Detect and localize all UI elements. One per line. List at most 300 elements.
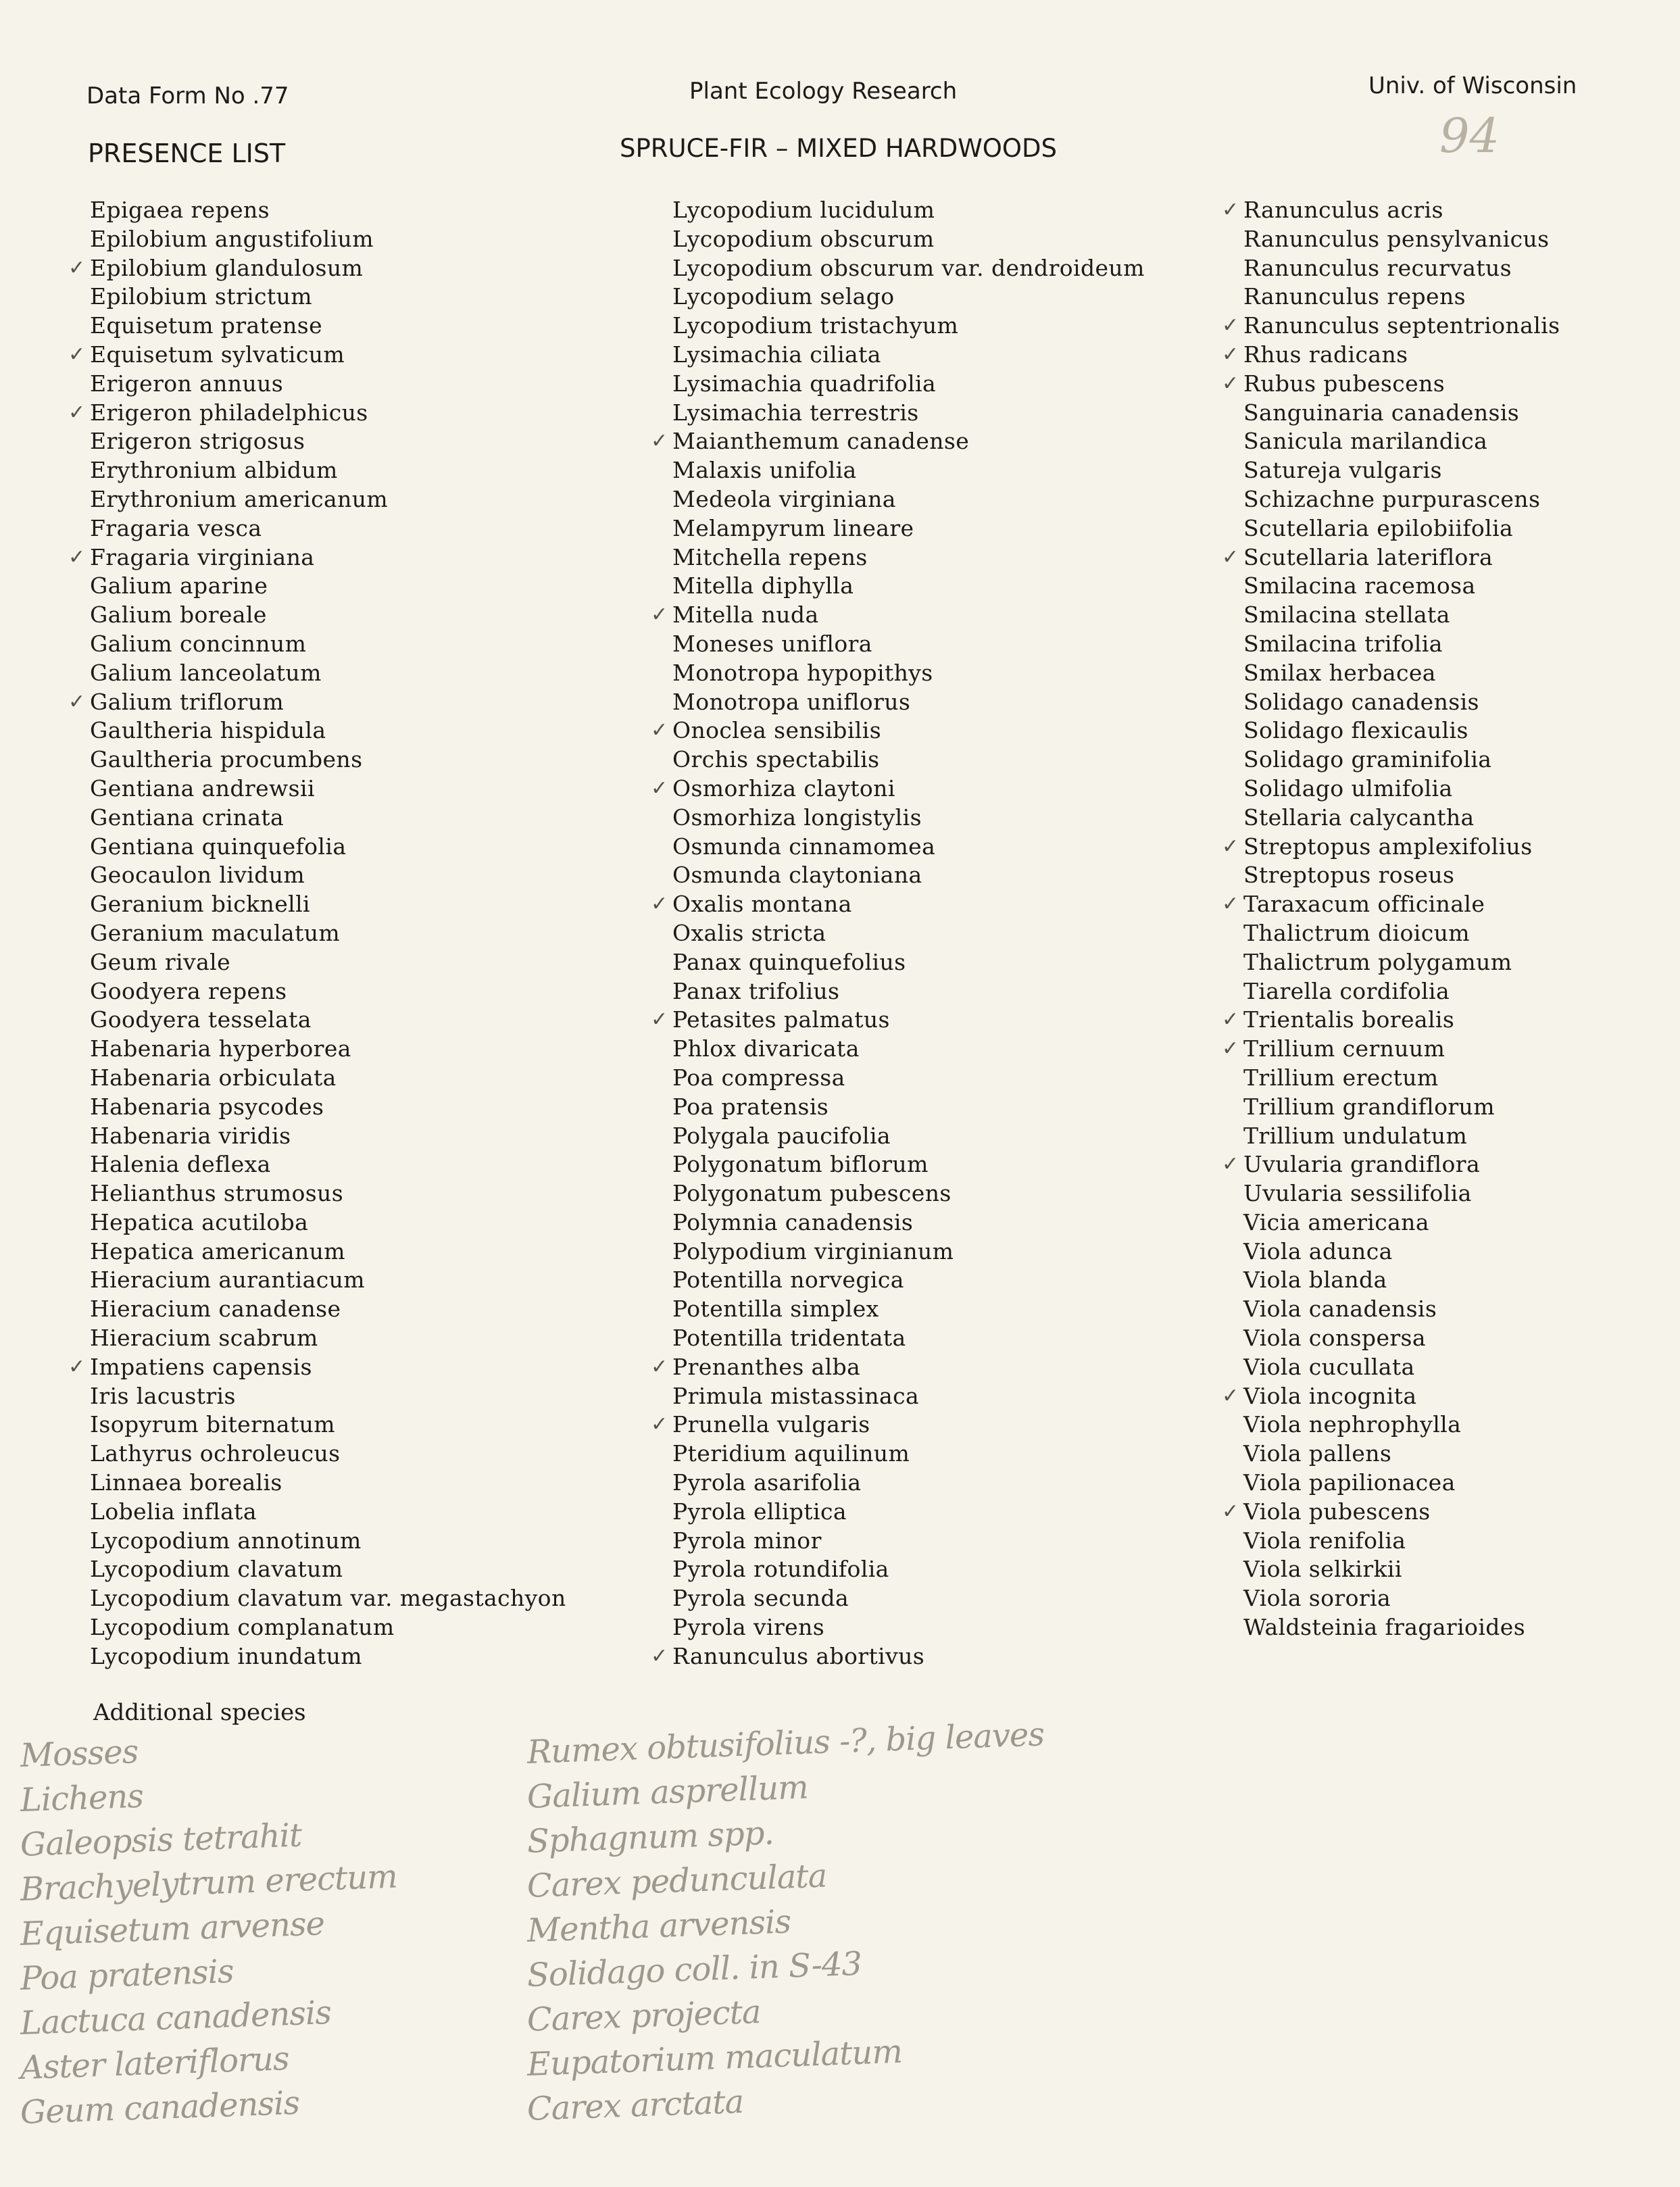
species-name: Panax quinquefolius xyxy=(672,948,906,975)
species-name: Epilobium angustifolium xyxy=(90,225,374,252)
species-name: Oxalis stricta xyxy=(672,919,826,946)
species-name: Lysimachia quadrifolia xyxy=(672,370,937,397)
species-name: Scutellaria epilobiifolia xyxy=(1243,514,1514,541)
species-name: Lycopodium clavatum xyxy=(90,1556,343,1583)
species-name: Polypodium virginianum xyxy=(672,1237,954,1264)
species-row xyxy=(672,919,1145,948)
species-row xyxy=(1243,399,1560,428)
species-name: Pteridium aquilinum xyxy=(672,1440,910,1467)
species-row xyxy=(672,1324,1145,1353)
species-row xyxy=(90,1064,566,1093)
species-name: Habenaria viridis xyxy=(90,1122,291,1149)
species-row xyxy=(1243,977,1560,1006)
species-name: Sanicula marilandica xyxy=(1243,428,1488,455)
species-name: Tiarella cordifolia xyxy=(1243,977,1450,1004)
species-row xyxy=(651,1410,1145,1440)
checkmark-icon: ✓ xyxy=(1222,1499,1239,1523)
species-name: Epilobium glandulosum xyxy=(90,254,364,281)
document-title: Plant Ecology Research xyxy=(689,78,958,105)
species-row xyxy=(672,370,1145,399)
checkmark-icon: ✓ xyxy=(68,689,86,714)
species-name: Lycopodium lucidulum xyxy=(672,197,935,223)
checkmark-icon: ✓ xyxy=(651,429,668,453)
species-row xyxy=(672,745,1145,775)
species-name: Smilacina stellata xyxy=(1243,601,1450,629)
species-name: Pyrola minor xyxy=(672,1527,822,1554)
species-row xyxy=(90,485,566,514)
species-row xyxy=(672,1122,1145,1151)
species-name: Schizachne purpurascens xyxy=(1243,485,1541,512)
species-name: Uvularia grandiflora xyxy=(1243,1151,1481,1178)
species-name: Equisetum pratense xyxy=(90,312,323,339)
species-name: Gaultheria procumbens xyxy=(90,746,363,773)
species-name: Malaxis unifolia xyxy=(672,457,857,484)
species-row xyxy=(1222,1006,1560,1035)
species-row xyxy=(1243,1324,1560,1353)
species-row xyxy=(90,804,566,833)
species-row xyxy=(90,977,566,1006)
species-row xyxy=(1243,1440,1560,1469)
species-row xyxy=(672,1498,1145,1527)
species-row xyxy=(68,399,566,428)
handwritten-species: Geum canadensis xyxy=(20,2084,300,2132)
species-name: Isopyrum biternatum xyxy=(90,1411,335,1438)
species-row xyxy=(1222,196,1560,225)
species-name: Pyrola rotundifolia xyxy=(672,1556,889,1583)
species-row xyxy=(90,225,566,254)
species-name: Smilacina racemosa xyxy=(1243,572,1476,599)
species-row xyxy=(1243,514,1560,543)
species-name: Trientalis borealis xyxy=(1243,1006,1455,1033)
species-name: Galium concinnum xyxy=(90,630,307,657)
species-name: Rubus pubescens xyxy=(1243,370,1446,397)
list-title: PRESENCE LIST xyxy=(88,139,286,168)
species-name: Geocaulon lividum xyxy=(90,862,305,889)
handwritten-species: Mosses xyxy=(20,1732,139,1775)
species-name: Galium aparine xyxy=(90,572,268,599)
species-row xyxy=(1222,1150,1560,1179)
species-name: Phlox divaricata xyxy=(672,1035,860,1062)
species-name: Trillium undulatum xyxy=(1243,1122,1468,1149)
species-row xyxy=(1222,1382,1560,1411)
species-row xyxy=(90,630,566,659)
species-row xyxy=(1222,1498,1560,1527)
species-row xyxy=(90,1035,566,1064)
species-name: Gentiana quinquefolia xyxy=(90,833,347,860)
species-row xyxy=(90,659,566,688)
species-name: Viola conspersa xyxy=(1243,1325,1426,1352)
species-column-3 xyxy=(1222,196,1560,1642)
species-row xyxy=(90,282,566,312)
checkmark-icon: ✓ xyxy=(1222,314,1239,338)
species-name: Viola pubescens xyxy=(1243,1498,1431,1525)
species-name: Habenaria orbiculata xyxy=(90,1064,337,1091)
species-row xyxy=(90,745,566,775)
species-name: Taraxacum officinale xyxy=(1243,891,1485,918)
species-row xyxy=(672,312,1145,341)
species-row xyxy=(672,804,1145,833)
species-row xyxy=(90,775,566,804)
handwritten-species: Poa pratensis xyxy=(20,1952,234,1998)
species-row xyxy=(90,1469,566,1498)
species-name: Viola incognita xyxy=(1243,1382,1417,1409)
checkmark-icon: ✓ xyxy=(651,892,668,916)
species-row xyxy=(1243,1410,1560,1440)
species-name: Polymnia canadensis xyxy=(672,1208,914,1235)
species-row xyxy=(672,1093,1145,1122)
species-name: Lycopodium inundatum xyxy=(90,1642,362,1669)
species-row xyxy=(672,1237,1145,1267)
species-name: Galium lanceolatum xyxy=(90,659,322,686)
form-number: Data Form No .77 xyxy=(87,82,289,109)
species-name: Lycopodium clavatum var. megastachyon xyxy=(90,1585,566,1612)
species-row xyxy=(90,1150,566,1179)
species-row xyxy=(1243,861,1560,890)
checkmark-icon: ✓ xyxy=(651,1354,668,1379)
species-row xyxy=(1243,254,1560,283)
species-row xyxy=(90,601,566,630)
species-name: Melampyrum lineare xyxy=(672,514,914,541)
species-row xyxy=(90,1382,566,1411)
handwritten-species: Galeopsis tetrahit xyxy=(20,1816,303,1864)
species-name: Viola nephrophylla xyxy=(1243,1411,1462,1438)
species-name: Erigeron annuus xyxy=(90,370,284,397)
handwritten-species: Solidago coll. in S-43 xyxy=(526,1944,862,1994)
species-row xyxy=(1222,312,1560,341)
species-name: Geranium maculatum xyxy=(90,919,341,946)
species-row xyxy=(90,1527,566,1556)
species-row xyxy=(1222,833,1560,862)
species-row xyxy=(672,1613,1145,1642)
species-row xyxy=(68,341,566,370)
species-name: Smilax herbacea xyxy=(1243,659,1436,686)
species-name: Hieracium aurantiacum xyxy=(90,1267,365,1294)
species-name: Smilacina trifolia xyxy=(1243,630,1443,657)
checkmark-icon: ✓ xyxy=(651,718,668,743)
species-name: Viola renifolia xyxy=(1243,1527,1406,1554)
species-row xyxy=(1243,601,1560,630)
checkmark-icon: ✓ xyxy=(1222,892,1239,916)
species-name: Hieracium scabrum xyxy=(90,1325,318,1352)
species-row xyxy=(90,948,566,977)
species-row xyxy=(1243,1208,1560,1237)
species-name: Epilobium strictum xyxy=(90,283,312,310)
species-name: Rhus radicans xyxy=(1243,341,1408,368)
species-name: Moneses uniflora xyxy=(672,630,872,657)
species-row xyxy=(651,1006,1145,1035)
species-row xyxy=(672,456,1145,485)
checkmark-icon: ✓ xyxy=(1222,198,1239,222)
species-row xyxy=(672,399,1145,428)
forest-type-subtitle: SPRUCE-FIR – MIXED HARDWOODS xyxy=(620,134,1058,163)
species-name: Habenaria psycodes xyxy=(90,1093,324,1120)
species-name: Ranunculus pensylvanicus xyxy=(1243,225,1550,252)
species-row xyxy=(1243,1237,1560,1267)
handwritten-species: Rumex obtusifolius -?, big leaves xyxy=(526,1715,1045,1771)
checkmark-icon: ✓ xyxy=(651,1412,668,1437)
species-name: Ranunculus repens xyxy=(1243,283,1466,310)
species-row xyxy=(672,688,1145,717)
species-name: Gaultheria hispidula xyxy=(90,717,326,744)
species-row xyxy=(672,254,1145,283)
species-name: Maianthemum canadense xyxy=(672,428,970,455)
checkmark-icon: ✓ xyxy=(1222,342,1239,366)
species-row xyxy=(672,833,1145,862)
species-row xyxy=(90,427,566,456)
checkmark-icon: ✓ xyxy=(1222,1383,1239,1408)
species-name: Potentilla simplex xyxy=(672,1296,879,1323)
species-row xyxy=(651,1642,1145,1671)
species-row xyxy=(1243,1584,1560,1613)
species-row xyxy=(672,659,1145,688)
species-name: Pyrola elliptica xyxy=(672,1498,847,1525)
checkmark-icon: ✓ xyxy=(68,400,86,424)
species-row xyxy=(90,919,566,948)
species-name: Erigeron strigosus xyxy=(90,428,305,455)
species-name: Poa compressa xyxy=(672,1064,845,1091)
species-row xyxy=(672,225,1145,254)
species-name: Pyrola virens xyxy=(672,1614,825,1641)
handwritten-species: Lactuca canadensis xyxy=(20,1993,332,2042)
species-name: Fragaria vesca xyxy=(90,514,262,541)
species-name: Monotropa uniflorus xyxy=(672,688,911,715)
species-row xyxy=(1243,948,1560,977)
species-row xyxy=(90,196,566,225)
species-name: Lycopodium tristachyum xyxy=(672,312,959,339)
species-name: Lycopodium obscurum xyxy=(672,225,935,252)
species-name: Gentiana crinata xyxy=(90,804,285,831)
species-name: Osmunda cinnamomea xyxy=(672,833,936,860)
species-name: Lathyrus ochroleucus xyxy=(90,1440,341,1467)
species-row xyxy=(651,1353,1145,1382)
species-row xyxy=(68,543,566,572)
handwritten-species: Aster lateriflorus xyxy=(20,2040,290,2087)
species-row xyxy=(651,890,1145,919)
species-row xyxy=(90,572,566,601)
handwritten-species: Mentha arvensis xyxy=(526,1902,791,1950)
species-name: Polygonatum pubescens xyxy=(672,1180,952,1207)
species-name: Potentilla norvegica xyxy=(672,1267,904,1294)
species-row xyxy=(1243,745,1560,775)
species-row xyxy=(651,716,1145,745)
species-name: Oxalis montana xyxy=(672,891,852,918)
species-name: Halenia deflexa xyxy=(90,1151,271,1178)
species-row xyxy=(672,861,1145,890)
species-row xyxy=(1243,804,1560,833)
species-row xyxy=(1243,1527,1560,1556)
species-row xyxy=(1243,775,1560,804)
species-row xyxy=(672,1584,1145,1613)
species-row xyxy=(651,427,1145,456)
species-name: Viola pallens xyxy=(1243,1440,1392,1467)
species-name: Viola blanda xyxy=(1243,1267,1387,1294)
species-row xyxy=(1243,485,1560,514)
species-name: Galium boreale xyxy=(90,601,267,629)
species-name: Gentiana andrewsii xyxy=(90,775,315,802)
species-name: Viola cucullata xyxy=(1243,1353,1415,1380)
species-name: Stellaria calycantha xyxy=(1243,804,1475,831)
species-name: Poa pratensis xyxy=(672,1093,829,1120)
species-name: Viola papilionacea xyxy=(1243,1469,1456,1496)
species-row xyxy=(672,1150,1145,1179)
species-row xyxy=(672,572,1145,601)
species-name: Scutellaria lateriflora xyxy=(1243,543,1493,570)
handwritten-species: Eupatorium maculatum xyxy=(526,2032,903,2084)
species-row xyxy=(672,948,1145,977)
species-name: Ranunculus recurvatus xyxy=(1243,254,1512,281)
species-row xyxy=(1243,1295,1560,1324)
species-name: Galium triflorum xyxy=(90,688,285,715)
species-name: Ranunculus abortivus xyxy=(672,1642,925,1669)
checkmark-icon: ✓ xyxy=(1222,371,1239,395)
species-row xyxy=(1222,890,1560,919)
species-name: Geum rivale xyxy=(90,948,231,975)
species-row xyxy=(1243,1469,1560,1498)
species-name: Lobelia inflata xyxy=(90,1498,257,1525)
handwritten-species: Brachyelytrum erectum xyxy=(20,1857,398,1909)
species-name: Lysimachia ciliata xyxy=(672,341,881,368)
species-name: Thalictrum dioicum xyxy=(1243,919,1470,946)
species-name: Uvularia sessilifolia xyxy=(1243,1180,1472,1207)
species-name: Goodyera tesselata xyxy=(90,1006,312,1033)
species-name: Fragaria virginiana xyxy=(90,543,315,570)
species-row xyxy=(90,514,566,543)
species-name: Viola sororia xyxy=(1243,1585,1391,1612)
species-name: Hepatica americanum xyxy=(90,1237,345,1264)
species-row xyxy=(672,341,1145,370)
checkmark-icon: ✓ xyxy=(1222,1008,1239,1032)
species-name: Trillium grandiflorum xyxy=(1243,1093,1495,1120)
species-name: Monotropa hypopithys xyxy=(672,659,933,686)
species-name: Viola canadensis xyxy=(1243,1296,1437,1323)
species-name: Impatiens capensis xyxy=(90,1353,312,1380)
species-row xyxy=(1243,427,1560,456)
species-name: Lycopodium selago xyxy=(672,283,895,310)
species-row xyxy=(90,833,566,862)
species-row xyxy=(90,1266,566,1295)
species-row xyxy=(90,1093,566,1122)
handwritten-species: Carex pedunculata xyxy=(526,1857,828,1905)
species-name: Onoclea sensibilis xyxy=(672,717,882,744)
species-row xyxy=(672,543,1145,572)
species-name: Linnaea borealis xyxy=(90,1469,282,1496)
species-row xyxy=(672,514,1145,543)
species-row xyxy=(672,485,1145,514)
checkmark-icon: ✓ xyxy=(68,545,86,569)
species-row xyxy=(1222,370,1560,399)
species-row xyxy=(90,1498,566,1527)
handwritten-page-number: 94 xyxy=(1439,108,1500,164)
species-name: Polygonatum biflorum xyxy=(672,1151,929,1178)
species-row xyxy=(90,1440,566,1469)
species-row xyxy=(1243,225,1560,254)
species-column-2 xyxy=(651,196,1145,1671)
handwritten-species: Sphagnum spp. xyxy=(526,1814,774,1861)
species-name: Erigeron philadelphicus xyxy=(90,399,368,426)
species-row xyxy=(672,630,1145,659)
species-name: Solidago ulmifolia xyxy=(1243,775,1453,802)
species-name: Solidago canadensis xyxy=(1243,688,1479,715)
checkmark-icon: ✓ xyxy=(68,255,86,280)
species-row xyxy=(90,890,566,919)
species-row xyxy=(1243,716,1560,745)
species-name: Hepatica acutiloba xyxy=(90,1208,309,1235)
species-name: Viola selkirkii xyxy=(1243,1556,1402,1583)
species-row xyxy=(1243,659,1560,688)
species-row xyxy=(1243,1093,1560,1122)
checkmark-icon: ✓ xyxy=(1222,834,1239,858)
species-name: Streptopus amplexifolius xyxy=(1243,833,1533,860)
checkmark-icon: ✓ xyxy=(651,776,668,800)
species-name: Ranunculus septentrionalis xyxy=(1243,312,1560,339)
species-name: Solidago flexicaulis xyxy=(1243,717,1468,744)
species-row xyxy=(1222,341,1560,370)
species-row xyxy=(672,1064,1145,1093)
species-row xyxy=(651,775,1145,804)
species-name: Mitella nuda xyxy=(672,601,819,629)
species-row xyxy=(672,1440,1145,1469)
species-row xyxy=(90,1006,566,1035)
checkmark-icon: ✓ xyxy=(1222,1152,1239,1177)
species-row xyxy=(68,254,566,283)
species-row xyxy=(672,977,1145,1006)
species-row xyxy=(672,1035,1145,1064)
handwritten-species-list-right xyxy=(526,1715,1045,2132)
species-row xyxy=(1243,630,1560,659)
species-row xyxy=(1243,1613,1560,1642)
species-row xyxy=(1243,919,1560,948)
species-name: Erythronium americanum xyxy=(90,485,389,512)
species-row xyxy=(672,282,1145,312)
species-name: Sanguinaria canadensis xyxy=(1243,399,1520,426)
species-row xyxy=(1243,456,1560,485)
species-row xyxy=(90,1237,566,1267)
institution-name: Univ. of Wisconsin xyxy=(1368,72,1577,99)
species-name: Trillium cernuum xyxy=(1243,1035,1446,1062)
species-row xyxy=(672,1469,1145,1498)
checkmark-icon: ✓ xyxy=(68,1354,86,1379)
species-name: Lycopodium obscurum var. dendroideum xyxy=(672,254,1145,281)
species-row xyxy=(1222,543,1560,572)
species-name: Thalictrum polygamum xyxy=(1243,948,1512,975)
species-row xyxy=(672,1266,1145,1295)
species-row xyxy=(90,1613,566,1642)
species-name: Goodyera repens xyxy=(90,977,287,1004)
species-row xyxy=(1243,1555,1560,1584)
species-name: Solidago graminifolia xyxy=(1243,746,1492,773)
checkmark-icon: ✓ xyxy=(1222,545,1239,569)
species-row xyxy=(90,456,566,485)
species-row xyxy=(651,601,1145,630)
species-row xyxy=(90,312,566,341)
species-name: Waldsteinia fragarioides xyxy=(1243,1614,1526,1641)
additional-species-label: Additional species xyxy=(93,1699,306,1726)
handwritten-species: Galium asprellum xyxy=(526,1768,809,1816)
checkmark-icon: ✓ xyxy=(651,1644,668,1668)
species-name: Lysimachia terrestris xyxy=(672,399,919,426)
species-name: Prunella vulgaris xyxy=(672,1411,870,1438)
species-name: Habenaria hyperborea xyxy=(90,1035,351,1062)
species-name: Pyrola asarifolia xyxy=(672,1469,862,1496)
species-row xyxy=(90,1324,566,1353)
species-row xyxy=(672,1555,1145,1584)
species-row xyxy=(90,1179,566,1208)
species-row xyxy=(90,1122,566,1151)
species-name: Petasites palmatus xyxy=(672,1006,890,1033)
species-row xyxy=(90,370,566,399)
species-row xyxy=(1222,1035,1560,1064)
species-row xyxy=(90,716,566,745)
